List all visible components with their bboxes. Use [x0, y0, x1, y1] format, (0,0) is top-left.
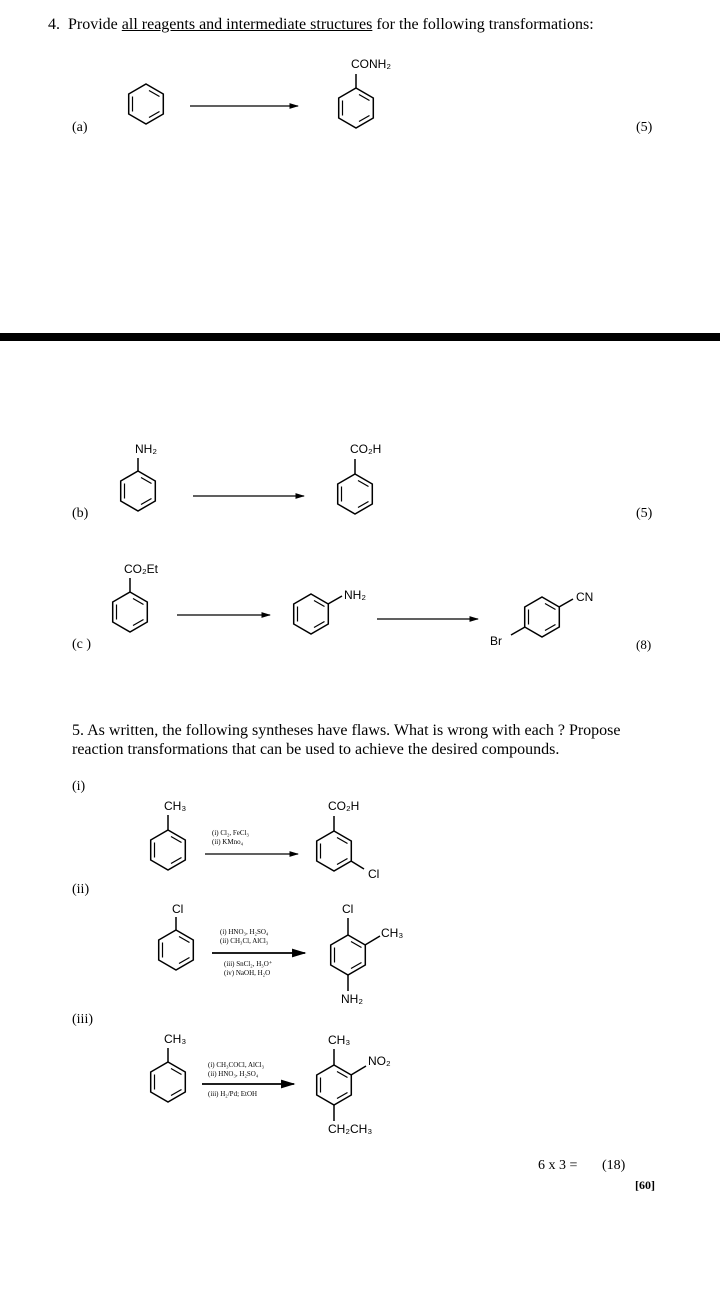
part-label-a: (a) — [72, 120, 88, 135]
points-b: (5) — [636, 506, 653, 521]
reagent: (iii) SnCl₂, H₃O⁺ — [224, 960, 273, 968]
part-label-iii: (iii) — [72, 1012, 93, 1027]
part-label-ii: (ii) — [72, 882, 90, 897]
substituent-label: NO₂ — [368, 1054, 391, 1068]
part-label-b: (b) — [72, 506, 89, 521]
reagent: (ii) HNO₃, H₂SO₄ — [208, 1070, 259, 1078]
substituent-label: CO₂H — [328, 799, 360, 813]
score-points: (18) — [602, 1158, 626, 1173]
benzene-ring — [338, 474, 373, 514]
reagent: (i) CH₃COCl, AlCl₃ — [208, 1061, 265, 1069]
total-marks: [60] — [635, 1178, 655, 1192]
reagent: (i) HNO₃, H₂SO₄ — [220, 928, 269, 936]
reagent: (iv) NaOH, H₂O — [224, 969, 271, 977]
substituent-label: Br — [490, 634, 502, 648]
benzene-ring — [317, 831, 352, 871]
substituent-label: CH₃ — [381, 926, 404, 940]
question-text: for the following transformations: — [376, 16, 594, 33]
reagent: (iii) H₂/Pd; EtOH — [208, 1090, 258, 1098]
substituent-label: NH₂ — [135, 442, 157, 456]
reagent: (ii) KMno₄ — [212, 838, 244, 846]
benzene-ring — [121, 471, 156, 511]
benzene-ring — [151, 830, 186, 870]
points-c: (8) — [636, 637, 652, 652]
substituent-label: CH₂CH₃ — [328, 1122, 373, 1136]
question-number: 4. — [48, 16, 60, 33]
points-a: (5) — [636, 120, 653, 135]
benzene-ring — [339, 88, 374, 128]
score-expression: 6 x 3 = — [538, 1158, 578, 1173]
substituent-label: Cl — [172, 902, 184, 916]
substituent-label: Cl — [368, 867, 380, 881]
benzene-ring — [294, 594, 329, 634]
benzene-ring — [113, 592, 148, 632]
part-label-i: (i) — [72, 779, 86, 794]
benzene-ring — [317, 1065, 352, 1105]
question-text: Provide — [68, 16, 118, 33]
substituent-label: NH₂ — [341, 992, 363, 1006]
benzene-ring — [151, 1062, 186, 1102]
question-5-line-2: reaction transformations that can be used to achieve the desired compounds. — [72, 741, 560, 758]
benzene-ring — [159, 930, 194, 970]
reagent: (ii) CH₃Cl, AlCl₃ — [220, 937, 269, 945]
benzene-ring — [525, 597, 560, 637]
substituent-label: CO₂Et — [124, 562, 158, 576]
substituent-label: CH₃ — [164, 1032, 187, 1046]
substituent-label: CH₃ — [328, 1033, 351, 1047]
reagent: (i) Cl₂, FeCl₃ — [212, 829, 249, 837]
substituent-label: CN — [576, 590, 594, 604]
substituent-label: NH₂ — [344, 588, 366, 602]
part-label-c: (c ) — [72, 637, 92, 652]
question-text-underlined: all reagents and intermediate structures — [121, 16, 373, 33]
substituent-label: Cl — [342, 902, 354, 916]
substituent-label: CH₃ — [164, 799, 187, 813]
question-5-line-1: 5. As written, the following syntheses have flaws. What is wrong with each ? Propose — [72, 722, 621, 739]
substituent-label: CONH₂ — [351, 57, 391, 71]
benzene-ring — [331, 935, 366, 975]
benzene-ring — [129, 84, 164, 124]
substituent-label: CO₂H — [350, 442, 382, 456]
